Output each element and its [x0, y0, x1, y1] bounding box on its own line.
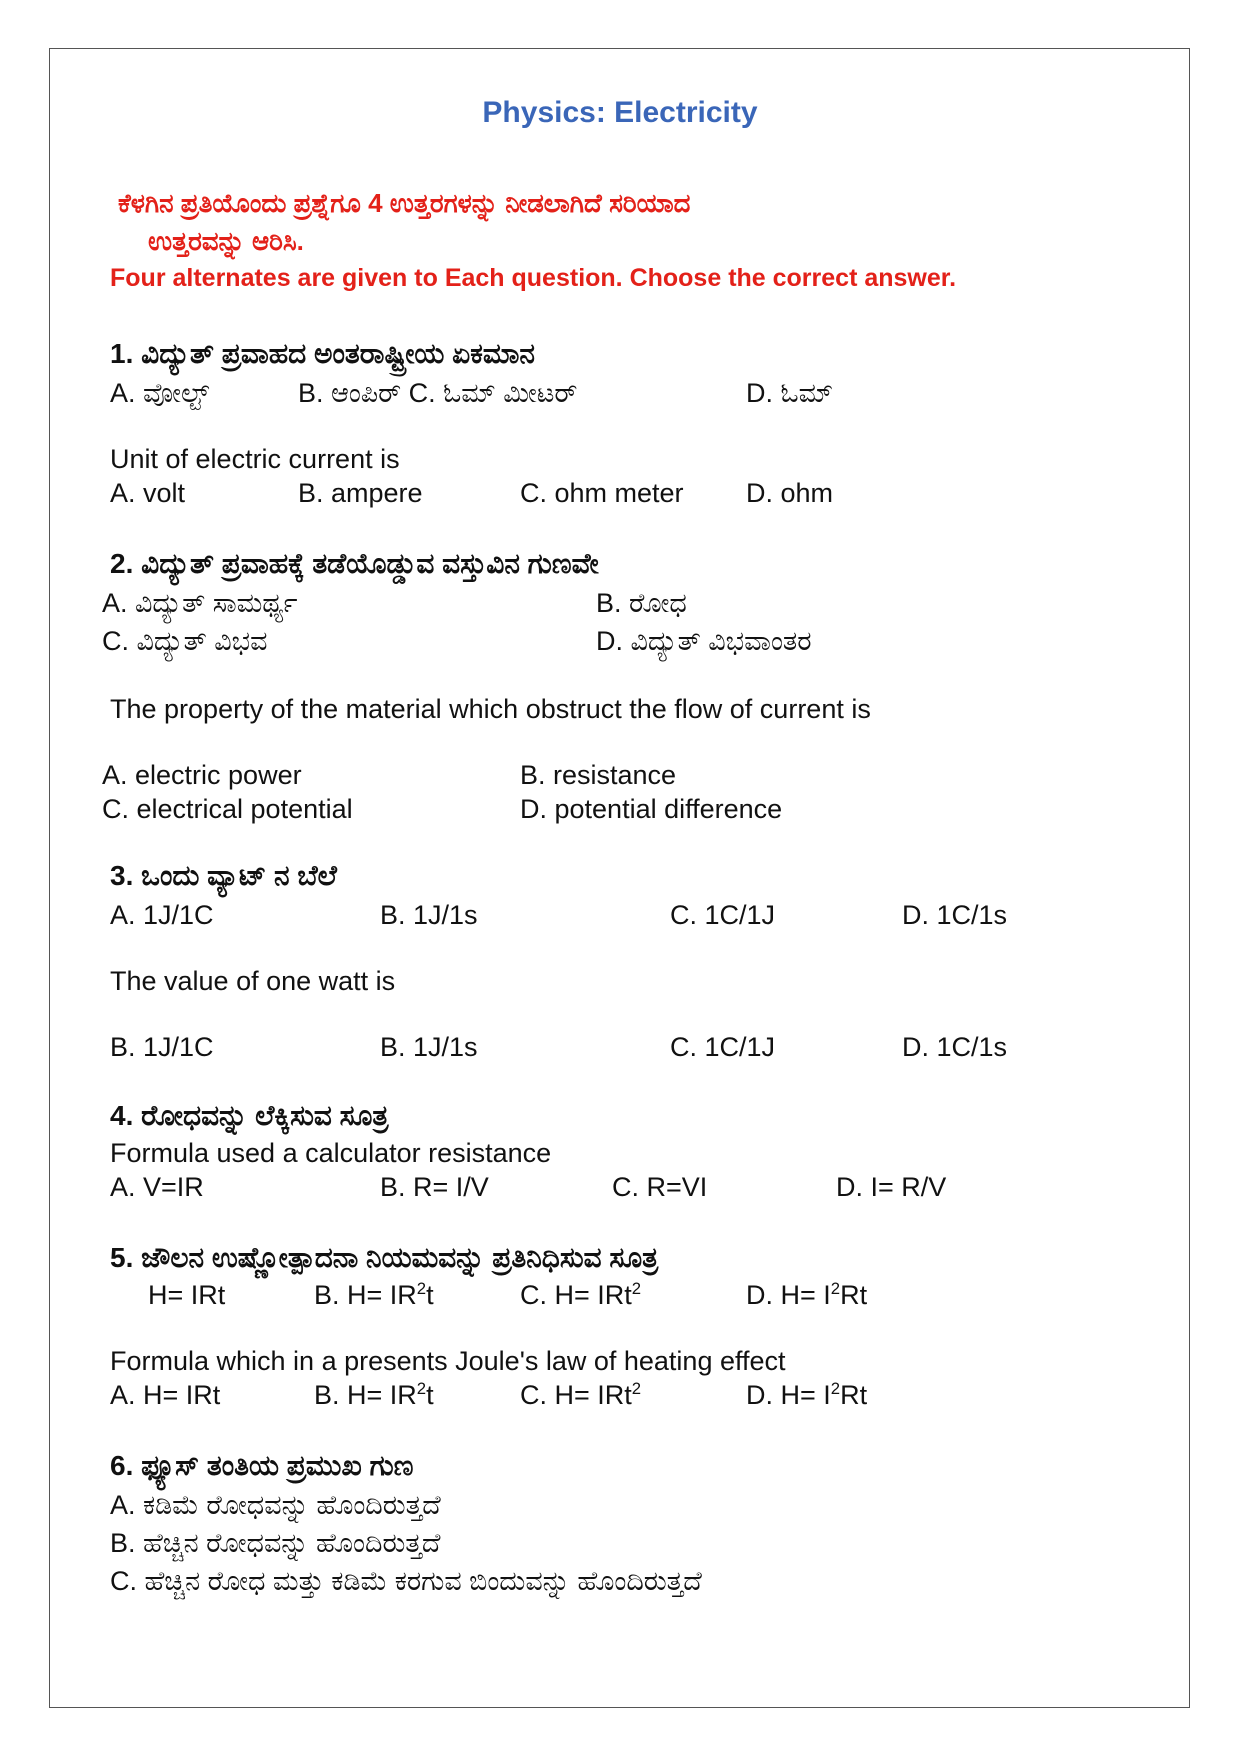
question-5-kannada: 5. ಜೌಲನ ಉಷ್ಣೋತ್ಪಾದನಾ ನಿಯಮವನ್ನು ಪ್ರತಿನಿಧಿಸುವ ಸೂತ್ರ: [110, 1242, 659, 1273]
q1-kn-option-d: D. ಓಮ್: [746, 378, 834, 408]
q5-en-option-c: C. H= IRt$^2$: [520, 1379, 642, 1410]
q5-kn-option-d: D. $H= I^2Rt$: [746, 1279, 868, 1310]
q3-en-option-b: B. 1J/1s: [380, 1032, 478, 1062]
q4-option-a: A. V=IR: [110, 1172, 204, 1202]
question-1-kannada: 1. ವಿದ್ಯುತ್ ಪ್ರವಾಹದ ಅಂತರಾಷ್ಟ್ರೀಯ ಏಕಮಾನ: [110, 338, 535, 369]
q1-en-option-a: A. volt: [110, 478, 186, 508]
q6-option-a: A. ಕಡಿಮೆ ರೋಧವನ್ನು ಹೊಂದಿರುತ್ತದೆ: [110, 1490, 441, 1520]
instruction-kannada-line1: ಕೆಳಗಿನ ಪ್ರತಿಯೊಂದು ಪ್ರಶ್ನೆಗೂ 4 ಉತ್ತರಗಳನ್ನು ನೀಡಲಾಗಿದೆ ಸರಿಯಾದ: [118, 188, 691, 218]
q3-en-option-a: B. 1J/1C: [110, 1032, 214, 1062]
q1-en-option-d: D. ohm: [746, 478, 834, 508]
instruction-english: Four alternates are given to Each question. Choose the correct answer.: [110, 264, 957, 292]
question-3-kannada: 3. ಒಂದು ವ್ಯಾಟ್ ನ ಬೆಲೆ: [110, 860, 337, 891]
page-title: Physics: Electricity: [482, 96, 758, 129]
q6-option-c: C. ಹೆಚ್ಚಿನ ರೋಧ ಮತ್ತು ಕಡಿಮೆ ಕರಗುವ ಬಿಂದುವನ್ನು ಹೊಂದಿರುತ್ತದೆ: [110, 1566, 702, 1596]
q5-en-option-a: A. H= IRt: [110, 1380, 221, 1410]
q5-kn-option-a: H= IRt: [148, 1280, 226, 1310]
question-4-english: Formula used a calculator resistance: [110, 1138, 552, 1168]
q2-kn-option-b: B. ರೋಧ: [596, 588, 687, 618]
q2-kn-option-d: D. ವಿದ್ಯುತ್ ವಿಭವಾಂತರ: [596, 626, 812, 656]
q4-option-c: C. R=VI: [612, 1172, 708, 1202]
q6-option-b: B. ಹೆಚ್ಚಿನ ರೋಧವನ್ನು ಹೊಂದಿರುತ್ತದೆ: [110, 1528, 441, 1558]
q2-kn-option-a: A. ವಿದ್ಯುತ್ ಸಾಮರ್ಥ್ಯ: [102, 588, 298, 618]
q5-kn-option-c: C. H= IRt$^2$: [520, 1279, 642, 1310]
q5-en-option-b: B. $H= IR^2t$: [314, 1379, 434, 1410]
q3-en-option-d: D. 1C/1s: [902, 1032, 1008, 1062]
q2-en-option-b: B. resistance: [520, 760, 677, 790]
q2-en-option-d: D. potential difference: [520, 794, 783, 824]
q4-option-d: D. I= R/V: [836, 1172, 947, 1202]
q1-kn-option-b-c: B. ಆಂಪಿರ್ C. ಓಮ್ ಮೀಟರ್: [298, 378, 578, 408]
q2-en-option-a: A. electric power: [102, 760, 302, 790]
q2-kn-option-c: C. ವಿದ್ಯುತ್ ವಿಭವ: [102, 626, 268, 656]
question-1-english: Unit of electric current is: [110, 444, 400, 474]
question-4-kannada: 4. ರೋಧವನ್ನು ಲೆಕ್ಕಿಸುವ ಸೂತ್ರ: [110, 1100, 389, 1131]
question-2-kannada: 2. ವಿದ್ಯುತ್ ಪ್ರವಾಹಕ್ಕೆ ತಡೆಯೊಡ್ಡುವ ವಸ್ತುವಿನ ಗುಣವೇ: [110, 548, 599, 579]
q3-kn-option-c: C. 1C/1J: [670, 900, 776, 930]
question-2-english: The property of the material which obstruct the flow of current is: [110, 694, 871, 724]
q4-option-b: B. R= I/V: [380, 1172, 489, 1202]
instruction-kannada-line2: ಉತ್ತರವನ್ನು ಆರಿಸಿ.: [148, 226, 304, 256]
question-5-english: Formula which in a presents Joule's law of heating effect: [110, 1346, 786, 1376]
q1-kn-option-a: A. ವೋಲ್ಟ್: [110, 378, 210, 408]
question-3-english: The value of one watt is: [110, 966, 396, 996]
question-6-kannada: 6. ಫ್ಯೂಸ್ ತಂತಿಯ ಪ್ರಮುಖ ಗುಣ: [110, 1450, 414, 1481]
q3-en-option-c: C. 1C/1J: [670, 1032, 776, 1062]
q3-kn-option-a: A. 1J/1C: [110, 900, 214, 930]
q3-kn-option-b: B. 1J/1s: [380, 900, 478, 930]
q3-kn-option-d: D. 1C/1s: [902, 900, 1008, 930]
q5-en-option-d: D. $H= I^2Rt$: [746, 1379, 868, 1410]
q1-en-option-b: B. ampere: [298, 478, 423, 508]
q2-en-option-c: C. electrical potential: [102, 794, 353, 824]
q1-en-option-c: C. ohm meter: [520, 478, 684, 508]
q5-kn-option-b: B. $H= IR^2t$: [314, 1279, 434, 1310]
